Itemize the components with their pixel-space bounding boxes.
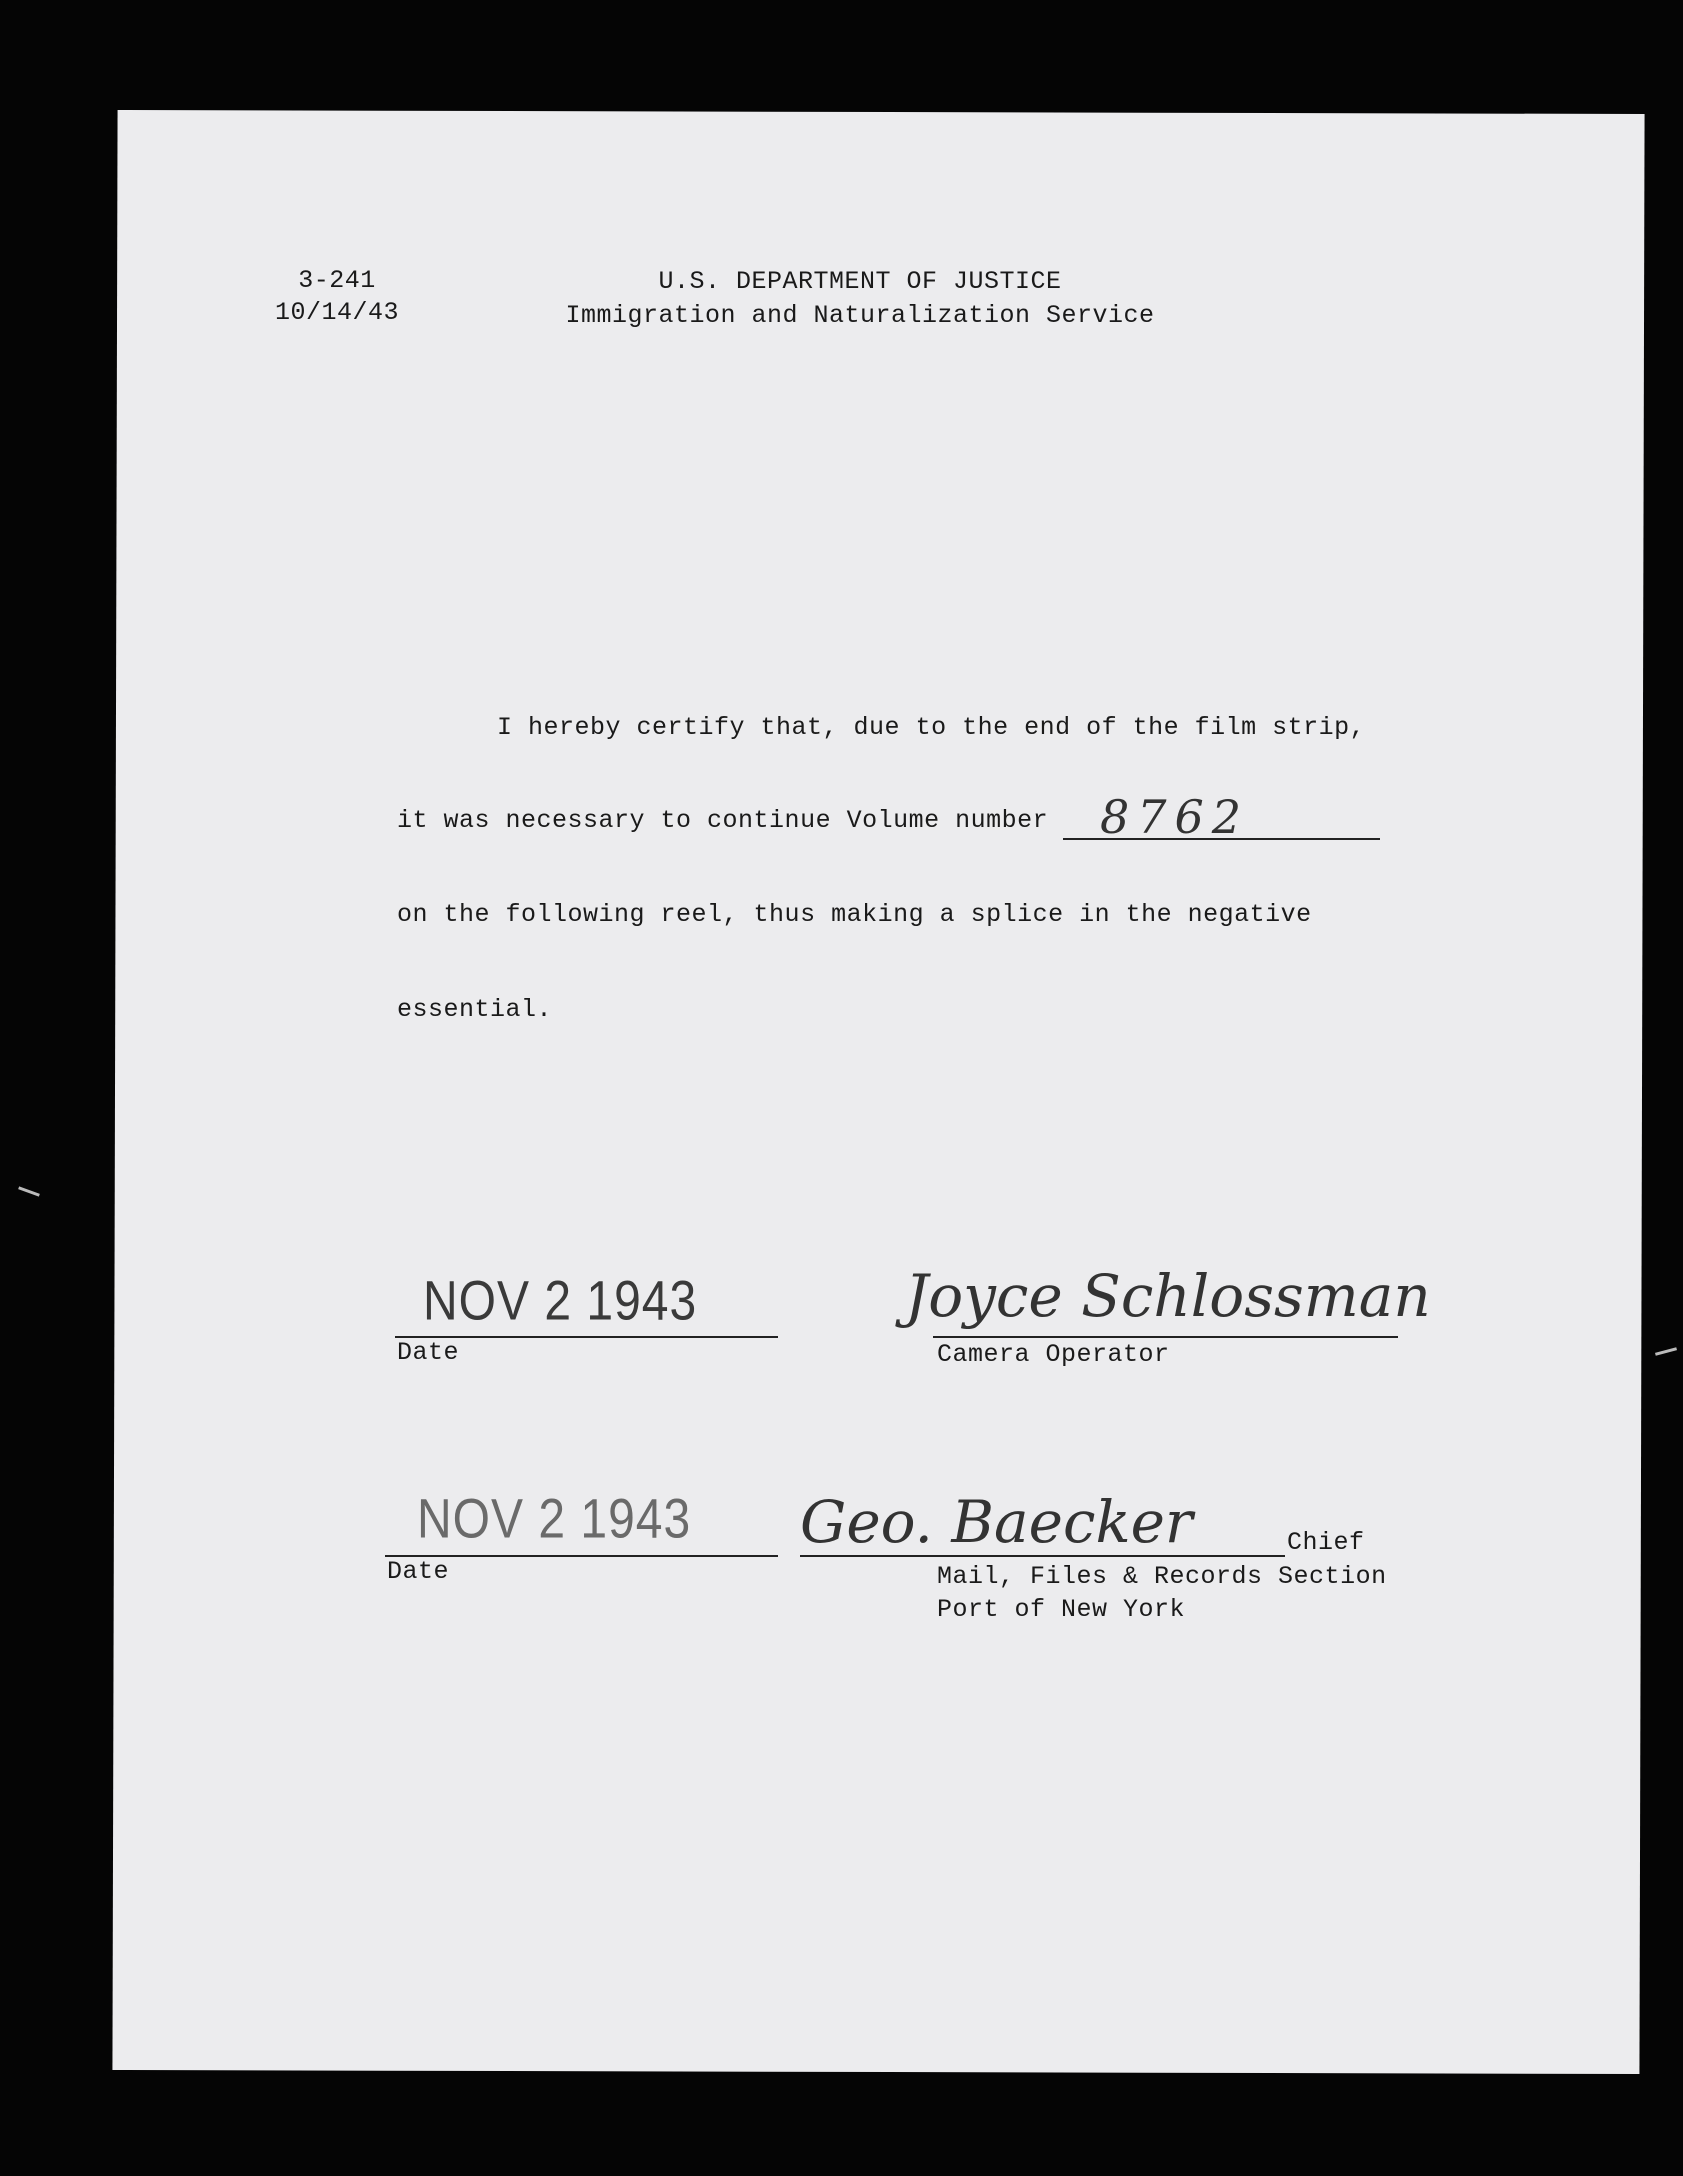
form-identifier — [275, 265, 399, 329]
signature-line-camera-operator — [933, 1336, 1398, 1338]
title-chief-port: Port of New York — [937, 1595, 1186, 1624]
document-page — [112, 110, 1644, 2074]
title-chief: Chief — [1287, 1528, 1365, 1557]
certification-line-2: it was necessary to continue Volume number — [397, 806, 1049, 835]
date-label-camera-operator: Date — [397, 1338, 460, 1367]
certification-line-4: essential. — [397, 995, 553, 1024]
date-label-chief: Date — [387, 1557, 450, 1586]
scan-mark — [18, 1186, 40, 1196]
title-chief-section: Mail, Files & Records Section — [937, 1562, 1387, 1591]
document-header — [560, 265, 1160, 333]
scan-mark — [1655, 1347, 1677, 1356]
signature-chief: Geo. Baecker — [800, 1488, 1193, 1556]
date-stamp-chief: NOV 2 1943 — [417, 1489, 692, 1551]
volume-number-handwritten: 8762 — [1100, 790, 1250, 844]
department-name: U.S. DEPARTMENT OF JUSTICE — [658, 267, 1062, 296]
certification-line-3: on the following reel, thus making a splice in the negative — [397, 900, 1312, 929]
service-name: Immigration and Naturalization Service — [565, 301, 1155, 330]
signature-camera-operator: Joyce Schlossman — [905, 1262, 1431, 1330]
form-number: 3-241 — [298, 266, 376, 295]
certification-line-1: I hereby certify that, due to the end of the film strip, — [497, 713, 1366, 742]
title-camera-operator: Camera Operator — [937, 1340, 1170, 1369]
date-stamp-camera-operator: NOV 2 1943 — [423, 1271, 698, 1333]
form-revision-date: 10/14/43 — [275, 298, 400, 327]
